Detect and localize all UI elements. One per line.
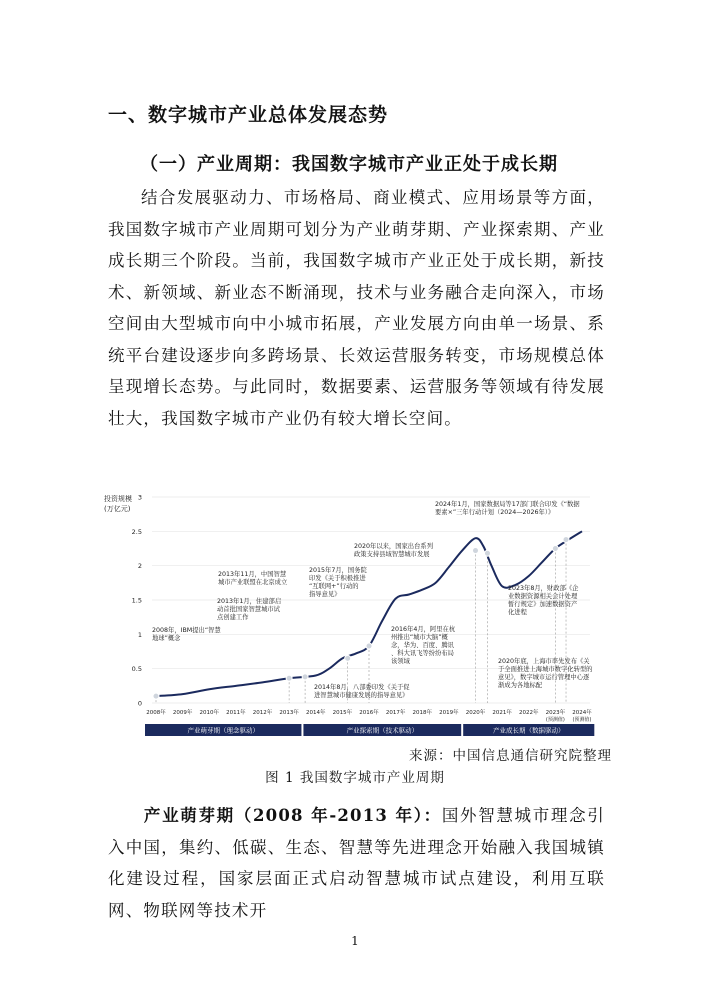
phase-label: 产业探索期（技术驱动）: [346, 726, 419, 735]
x-tick-sublabel: (预测值): [572, 717, 592, 723]
chart-annotation: 2023年8月，财政部《企业数据资源相关会计处理暂行规定》加速数据资产化进程: [508, 585, 579, 616]
data-marker: [563, 537, 569, 543]
chart-annotation: 2013年1月，住建部启动首批国家智慧城市试点创建工作: [217, 598, 282, 621]
y-tick-label: 1: [137, 630, 142, 639]
chart-source: 来源：中国信息通信研究院整理: [409, 748, 612, 764]
y-tick-label: 0.5: [131, 665, 142, 674]
chart-annotation: 2020年以来，国家出台系列政策支持县域智慧城市发展: [354, 543, 433, 558]
phase-label: 产业萌芽期（理念驱动）: [187, 726, 259, 735]
figure-caption: 图 1 我国数字城市产业周期: [265, 770, 445, 786]
x-tick-label: 2021年: [492, 710, 512, 716]
chart-annotation: 2024年1月，国家数据局等17部门联合印发《“数据要素×”三年行动计划（2024—2026年）》: [435, 501, 580, 516]
x-tick-label: 2014年: [306, 710, 326, 716]
data-marker: [153, 693, 159, 699]
chart-svg: [100, 485, 610, 743]
second-paragraph-lead: 产业萌芽期（2008 年-2013 年）：: [143, 806, 442, 825]
data-marker: [366, 643, 372, 649]
x-tick-label: 2017年: [385, 710, 406, 716]
x-tick-label: 2008年: [146, 710, 166, 716]
x-tick-label: 2011年: [226, 710, 246, 716]
second-paragraph: [108, 800, 605, 926]
y-axis-label-line2: (万亿元): [104, 505, 131, 513]
x-tick-label: 2022年: [519, 710, 539, 716]
x-tick-label: 2024年: [572, 710, 592, 716]
y-tick-label: 1.5: [131, 596, 142, 605]
chart-annotation: 2015年7月，国务院印发《关于积极推进“互联网+”行动的指导意见》: [309, 567, 367, 598]
x-tick-label: 2019年: [439, 710, 459, 716]
chart-annotation: 2014年8月，八部委印发《关于促进智慧城市健康发展的指导意见》: [314, 684, 410, 699]
data-marker: [473, 548, 479, 554]
industry-cycle-chart: [100, 485, 610, 743]
y-tick-label: 2: [137, 562, 142, 571]
x-tick-label: 2018年: [412, 710, 432, 716]
data-marker: [484, 550, 490, 556]
x-tick-label: 2012年: [252, 710, 273, 716]
x-tick-label: 2013年: [279, 710, 299, 716]
x-tick-label: 2023年: [545, 710, 566, 716]
x-tick-label: 2016年: [359, 710, 379, 716]
section-heading: 一、数字城市产业总体发展态势: [108, 104, 389, 126]
x-tick-label: 2020年: [465, 710, 486, 716]
x-tick-label: 2010年: [199, 710, 219, 716]
y-tick-label: 3: [137, 493, 142, 502]
chart-annotation: 2016年4月，阿里在杭州推出“城市大脑”概念，华为、百度、腾讯、科大讯飞等纷纷布局该领域: [391, 626, 456, 665]
y-tick-label: 0: [137, 699, 142, 708]
chart-annotation: 2020年底，上海市率先发布《关于全面推进上海城市数字化转型的意见》，数字城市运行管理中心逐渐成为各地标配: [498, 658, 593, 689]
y-axis-label-line1: 投资规模: [104, 495, 132, 503]
second-paragraph-text: 国外智慧城市理念引入中国，集约、低碳、生态、智慧等先进理念开始融入我国城镇化建设过程，国家层面正式启动智慧城市试点建设，利用互联网、物联网等技术开: [108, 806, 605, 920]
data-marker: [286, 675, 292, 681]
data-marker: [345, 655, 351, 661]
y-tick-label: 2.5: [131, 527, 142, 536]
subsection-heading: （一）产业周期：我国数字城市产业正处于成长期: [140, 154, 558, 175]
phase-label: 产业成长期（数据驱动）: [493, 726, 565, 735]
page-number: 1: [351, 934, 359, 948]
data-marker: [302, 674, 308, 680]
x-tick-label: 2009年: [172, 710, 193, 716]
chart-annotation: 2013年11月，中国智慧城市产业联盟在北京成立: [218, 571, 288, 586]
intro-paragraph: 结合发展驱动力、市场格局、商业模式、应用场景等方面，我国数字城市产业周期可划分为产业萌芽期、产业探索期、产业成长期三个阶段。当前，我国数字城市产业正处于成长期，新技术、新领域、新业态不断涌现，技术与业务融合走向深入，市场空间由大型城市向中小城市拓展，产业发展方向由单一场景、系统平台建设逐步向多跨场景、长效运营服务转变，市场规模总体呈现增长态势。与此同时，数据要素、运营服务等领域有待发展壮大，我国数字城市产业仍有较大增长空间。: [108, 188, 605, 428]
x-tick-label: 2015年: [332, 710, 353, 716]
chart-annotation: 2008年，IBM提出“智慧地球”概念: [152, 627, 221, 642]
x-tick-sublabel: (预测值): [545, 717, 565, 723]
data-marker: [552, 546, 558, 552]
